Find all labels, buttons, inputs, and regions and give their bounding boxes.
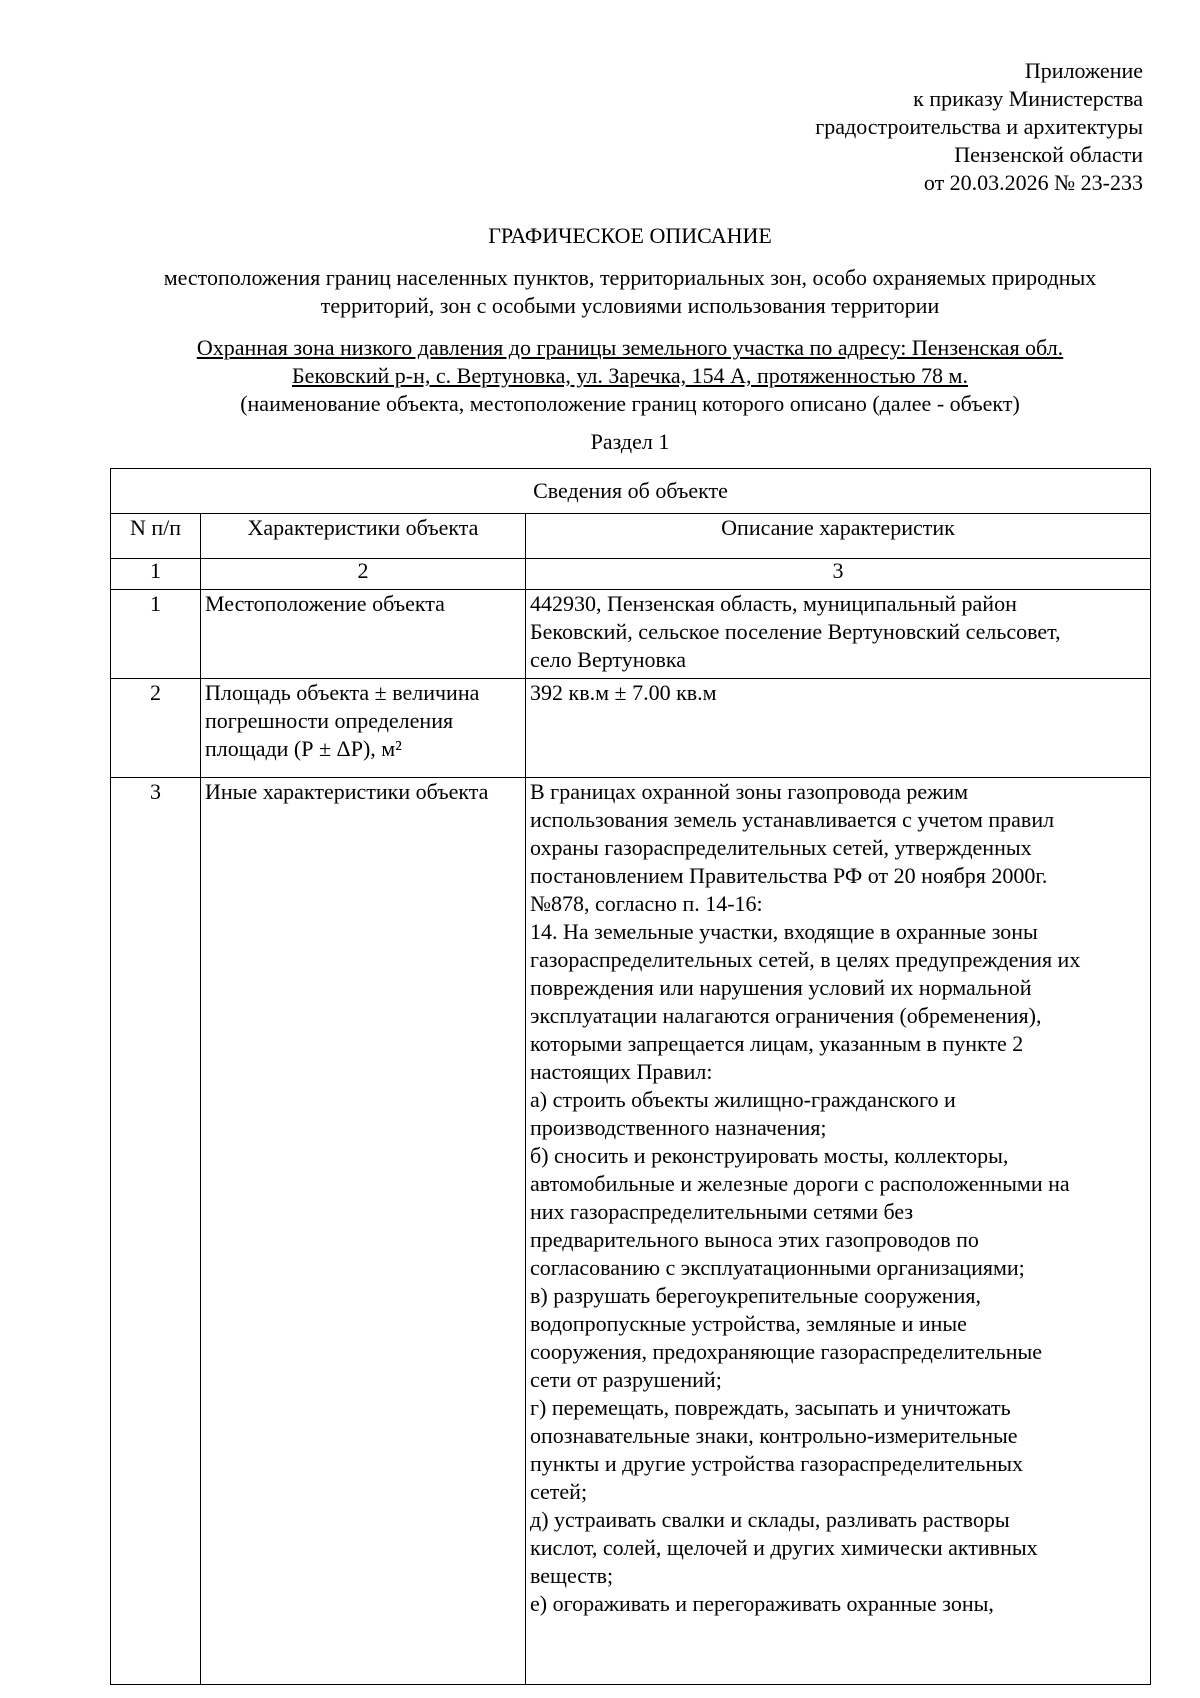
cell-line: 14. На земельные участки, входящие в охранные зоны	[530, 919, 1038, 944]
row-characteristic	[201, 590, 526, 679]
row-characteristic	[201, 679, 526, 778]
cell-line: кислот, солей, щелочей и других химически активных	[530, 1535, 1038, 1560]
cell-line: эксплуатации налагаются ограничения (обременения),	[530, 1003, 1042, 1028]
cell-line: Площадь объекта ± величина	[205, 680, 480, 705]
appendix-header	[815, 57, 1143, 197]
row-description	[526, 778, 1151, 1685]
object-caption: (наименование объекта, местоположение границ которого описано (далее - объект)	[240, 391, 1020, 416]
cell-line: Бековский, сельское поселение Вертуновский сельсовет,	[530, 619, 1061, 644]
cell-line: которыми запрещается лицам, указанным в пункте 2	[530, 1031, 1024, 1056]
column-number: 2	[201, 559, 526, 590]
cell-line: предварительного выноса этих газопроводов по	[530, 1227, 979, 1252]
cell-line: пункты и другие устройства газораспределительных	[530, 1451, 1024, 1476]
row-description	[526, 590, 1151, 679]
column-header-description: Описание характеристик	[526, 514, 1151, 559]
cell-line: повреждения или нарушения условий их нормальной	[530, 975, 1032, 1000]
cell-line: 392 кв.м ± 7.00 кв.м	[530, 680, 717, 705]
cell-line: охраны газораспределительных сетей, утвержденных	[530, 835, 1032, 860]
row-description	[526, 679, 1151, 778]
cell-line: 442930, Пензенская область, муниципальный район	[530, 591, 1017, 616]
document-title: ГРАФИЧЕСКОЕ ОПИСАНИЕ	[488, 223, 772, 248]
object-name-block	[112, 334, 1148, 418]
cell-line: погрешности определения	[205, 708, 454, 733]
column-number: 3	[526, 559, 1151, 590]
cell-line: е) огораживать и перегораживать охранные зоны,	[530, 1591, 994, 1616]
table-row	[111, 590, 1151, 679]
row-number: 3	[111, 778, 201, 1685]
cell-line: сооружения, предохраняющие газораспределительные	[530, 1339, 1043, 1364]
appendix-line: от 20.03.2026 № 23-233	[923, 170, 1143, 195]
subtitle-line: территорий, зон с особыми условиями использования территории	[320, 293, 940, 318]
appendix-line: Приложение	[1024, 58, 1143, 83]
row-number: 1	[111, 590, 201, 679]
object-name-line: Бековский р-н, с. Вертуновка, ул. Заречка, 154 А, протяженностью 78 м.	[292, 363, 968, 388]
document-subtitle	[112, 264, 1148, 320]
object-name-line: Охранная зона низкого давления до границы земельного участка по адресу: Пензенская обл.	[196, 335, 1064, 360]
cell-line: Местоположение объекта	[205, 591, 445, 616]
cell-line: в) разрушать берегоукрепительные сооружения,	[530, 1283, 981, 1308]
cell-line: сети от разрушений;	[530, 1367, 722, 1392]
cell-line: использования земель устанавливается с учетом правил	[530, 807, 1055, 832]
cell-line: площади (Р ± ΔР), м²	[205, 736, 402, 761]
subtitle-line: местоположения границ населенных пунктов, территориальных зон, особо охраняемых природных	[163, 265, 1097, 290]
column-number: 1	[111, 559, 201, 590]
cell-line: №878, согласно п. 14-16:	[530, 891, 763, 916]
cell-line: постановлением Правительства РФ от 20 ноября 2000г.	[530, 863, 1048, 888]
appendix-line: к приказу Министерства	[913, 86, 1143, 111]
cell-line: В границах охранной зоны газопровода режим	[530, 779, 969, 804]
table-row	[111, 679, 1151, 778]
cell-line: Иные характеристики объекта	[205, 779, 489, 804]
cell-line: село Вертуновка	[530, 647, 687, 672]
cell-line: согласованию с эксплуатационными организациями;	[530, 1255, 1025, 1280]
appendix-line: Пензенской области	[954, 142, 1143, 167]
section-heading: Раздел 1	[590, 429, 670, 454]
cell-line: б) сносить и реконструировать мосты, коллекторы,	[530, 1143, 1009, 1168]
table-caption: Сведения об объекте	[111, 469, 1151, 514]
cell-line: д) устраивать свалки и склады, разливать растворы	[530, 1507, 1010, 1532]
object-info-table	[110, 468, 1151, 1685]
row-number: 2	[111, 679, 201, 778]
cell-line: них газораспределительными сетями без	[530, 1199, 914, 1224]
cell-line: сетей;	[530, 1479, 588, 1504]
cell-line: водопропускные устройства, земляные и иные	[530, 1311, 967, 1336]
row-characteristic	[201, 778, 526, 1685]
cell-line: автомобильные и железные дороги с расположенными на	[530, 1171, 1070, 1196]
cell-line: а) строить объекты жилищно-гражданского и	[530, 1087, 956, 1112]
cell-line: опознавательные знаки, контрольно-измерительные	[530, 1423, 1018, 1448]
cell-line: настоящих Правил:	[530, 1059, 713, 1084]
cell-line: газораспределительных сетей, в целях предупреждения их	[530, 947, 1081, 972]
cell-line: производственного назначения;	[530, 1115, 827, 1140]
column-header-number: N п/п	[111, 514, 201, 559]
column-header-characteristic: Характеристики объекта	[201, 514, 526, 559]
table-row	[111, 778, 1151, 1685]
appendix-line: градостроительства и архитектуры	[815, 114, 1143, 139]
cell-line: г) перемещать, повреждать, засыпать и уничтожать	[530, 1395, 1011, 1420]
cell-line: веществ;	[530, 1563, 614, 1588]
